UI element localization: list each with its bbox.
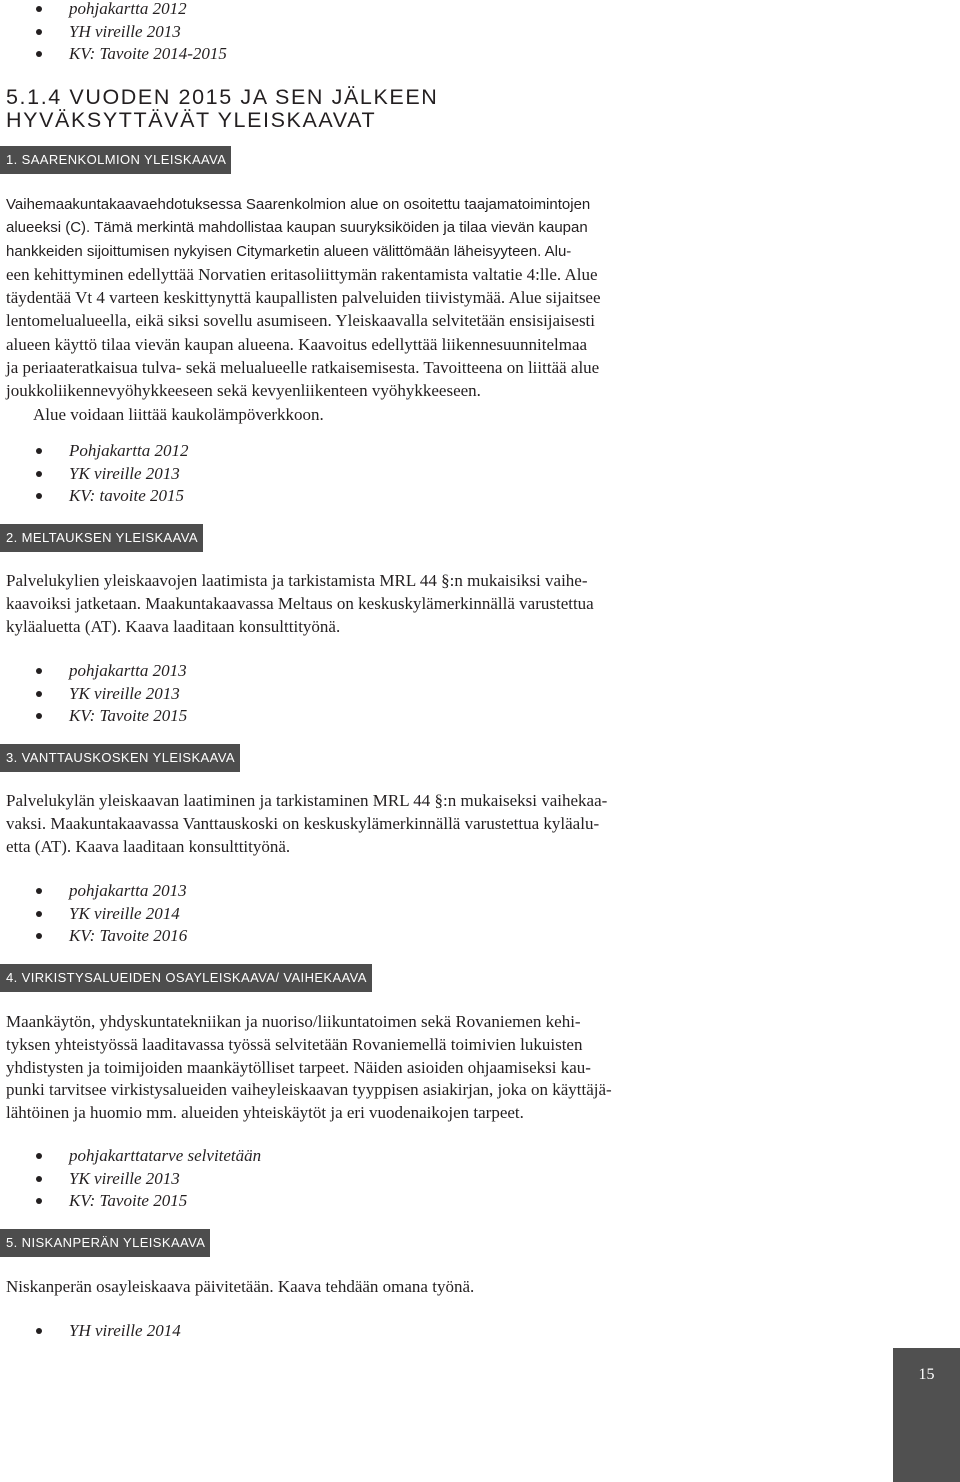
list-item: KV: tavoite 2015 [0,485,188,508]
text-line: Vaihemaakuntakaavaehdotuksessa Saarenkolmion alue on osoitettu taajamatoimintojen [6,196,591,213]
list-item: YH vireille 2013 [0,21,227,44]
top-bullet-list [0,0,227,66]
text-line: etta (AT). Kaava laaditaan konsulttityönä. [6,836,291,856]
text-line: een kehittyminen edellyttää Norvatien eritasoliittymän rakentamista valtatie 4:lle. Alue [6,264,598,284]
plan-3-bullet-list [0,880,187,948]
plan-1-label: 1. SAARENKOLMION YLEISKAAVA [0,146,231,174]
text-line: ja periaateratkaisua tulva- sekä melualueelle ratkaisemisesta. Tavoitteena on liittää alue [6,358,600,378]
list-item: YK vireille 2013 [0,683,187,706]
section-title-line-2: HYVÄKSYTTÄVÄT YLEISKAAVAT [6,108,377,132]
page-number-tab [893,1348,960,1482]
list-item: KV: Tavoite 2016 [0,925,187,948]
section-title-line-1: 5.1.4 VUODEN 2015 JA SEN JÄLKEEN [6,85,439,109]
text-line: hankkeiden sijoittumisen nykyisen Citymarketin alueen välittömään läheisyyteen. Alu- [6,242,572,260]
list-item: pohjakartta 2013 [0,880,187,903]
text-line: Niskanperän osayleiskaava päivitetään. Kaava tehdään omana työnä. [6,1277,475,1296]
text-line: lähtöinen ja huomio mm. alueiden yhteiskäytöt ja eri vuodenaikojen tarpeet. [6,1103,524,1123]
text-line: kaavoiksi jatketaan. Maakuntakaavassa Meltaus on keskuskylämerkinnällä varustettua [6,593,594,613]
list-item: KV: Tavoite 2014-2015 [0,43,227,66]
text-line: lentomelualueella, eikä siksi sovellu asumiseen. Yleiskaavalla selvitetään ensisijaisesti [6,311,596,331]
plan-3-label: 3. VANTTAUSKOSKEN YLEISKAAVA [0,744,240,772]
text-line: alueeksi (C). Tämä merkintä mahdollistaa kaupan suuryksiköiden ja tilaa vievän kaupan [6,219,588,237]
plan-4-label: 4. VIRKISTYSALUEIDEN OSAYLEISKAAVA/ VAIHEKAAVA [0,964,372,992]
text-line: Alue voidaan liittää kaukolämpöverkkoon. [33,404,324,424]
plan-5-bullet-list [0,1320,181,1343]
text-line: alueen käyttö tilaa vievän kaupan alueena. Kaavoitus edellyttää liikennesuunnitelmaa [6,334,588,354]
text-line: kyläaluetta (AT). Kaava laaditaan konsulttityönä. [6,616,341,636]
plan-2-bullet-list [0,660,187,728]
page-number: 15 [918,1366,935,1383]
plan-5-text [6,1276,686,1299]
plan-5-label: 5. NISKANPERÄN YLEISKAAVA [0,1229,210,1257]
list-item: KV: Tavoite 2015 [0,705,187,728]
list-item: YH vireille 2014 [0,1320,181,1343]
plan-3-text [6,790,686,858]
list-item: YK vireille 2013 [0,463,188,486]
plan-4-text [6,1011,686,1125]
plan-1-text [6,193,686,426]
list-item: pohjakartta 2013 [0,660,187,683]
plan-4-bullet-list [0,1145,261,1213]
list-item: KV: Tavoite 2015 [0,1190,261,1213]
section-title [6,86,438,132]
list-item: YK vireille 2014 [0,903,187,926]
text-line: yhdistysten ja toimijoiden maankäytölliset tarpeet. Näiden asioiden ohjaamiseksi kau- [6,1057,591,1077]
text-line: vaksi. Maakuntakaavassa Vanttauskoski on keskuskylämerkinnällä varustettua kyläalu- [6,813,600,833]
text-line: tyksen yhteistyössä laaditavassa työssä selvitetään Rovaniemellä toimivien lukuisten [6,1034,583,1054]
text-line: joukkoliikennevyöhykkeeseen sekä kevyenliikenteen vyöhykkeeseen. [6,381,481,401]
text-line: Palvelukylän yleiskaavan laatiminen ja tarkistaminen MRL 44 §:n mukaiseksi vaihekaa- [6,791,608,810]
plan-2-label: 2. MELTAUKSEN YLEISKAAVA [0,524,203,552]
text-line: Palvelukylien yleiskaavojen laatimista ja tarkistamista MRL 44 §:n mukaisiksi vaihe- [6,571,588,590]
plan-2-text [6,570,686,638]
list-item: Pohjakartta 2012 [0,440,188,463]
text-line: Maankäytön, yhdyskuntatekniikan ja nuoriso/liikuntatoimen sekä Rovaniemen kehi- [6,1012,581,1031]
list-item: YK vireille 2013 [0,1168,261,1191]
list-item: pohjakarttatarve selvitetään [0,1145,261,1168]
text-line: täydentää Vt 4 varteen keskittynyttä kaupallisten palveluiden tiivistymää. Alue sijaitsee [6,288,601,308]
list-item: pohjakartta 2012 [0,0,227,21]
plan-1-bullet-list [0,440,188,508]
text-line: punki tarvitsee virkistysalueiden vaiheyleiskaavan tyyppisen asiakirjan, joka on käyttäjä- [6,1080,612,1100]
